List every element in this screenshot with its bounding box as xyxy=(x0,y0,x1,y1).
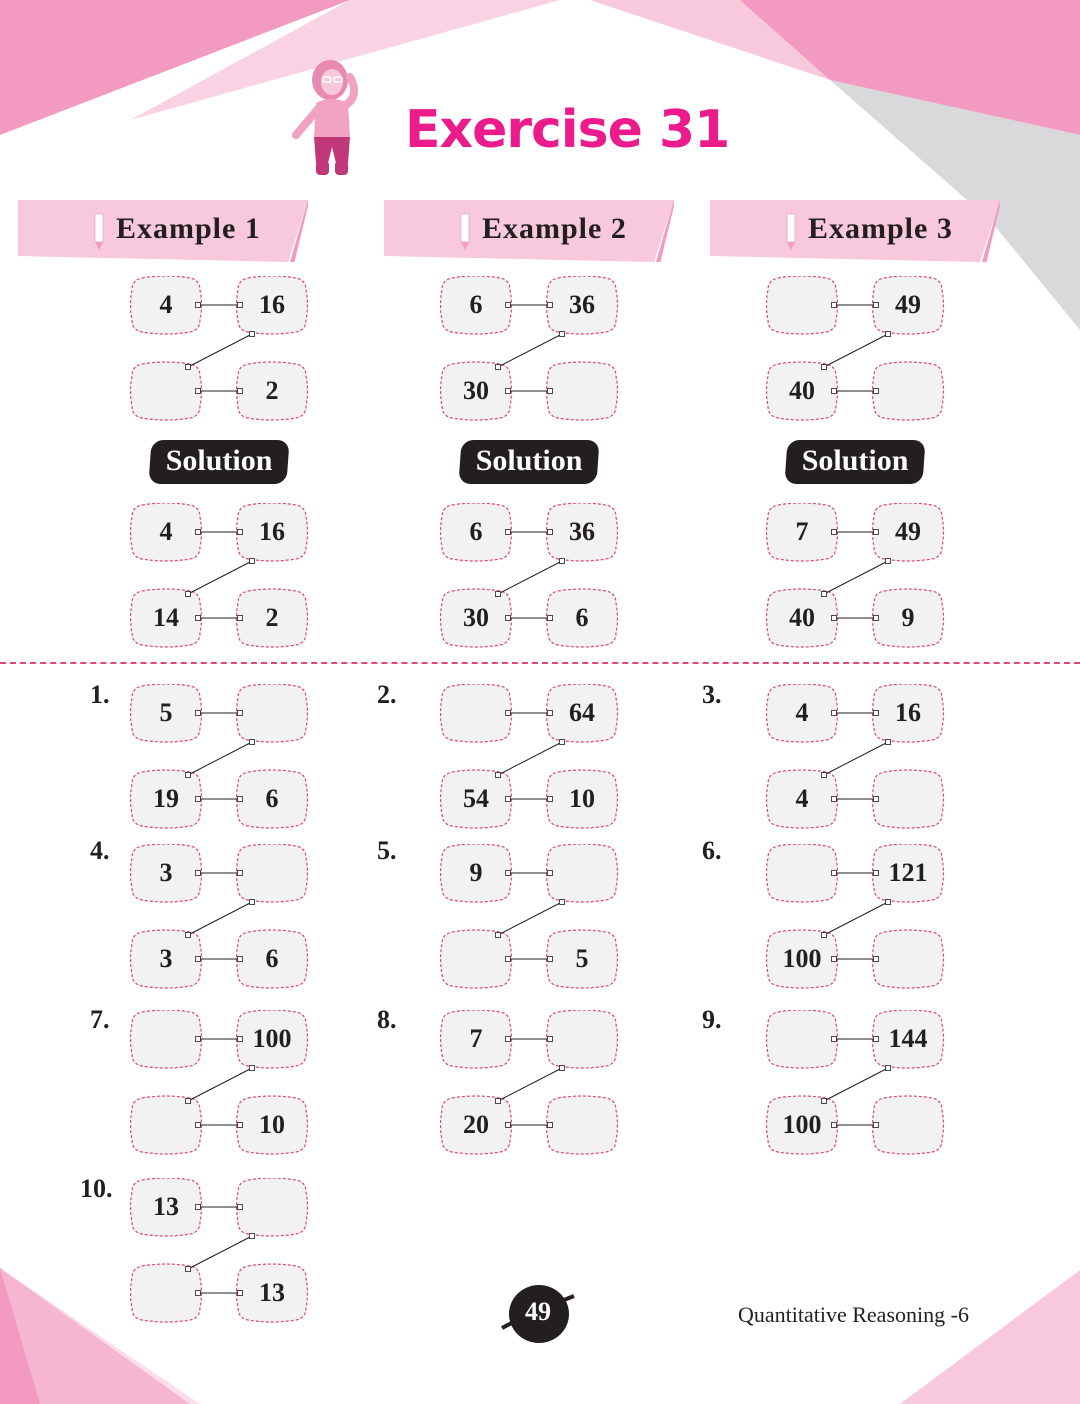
number-cell-tr xyxy=(236,844,308,902)
number-cell-tl: 4 xyxy=(159,290,173,319)
number-cell-br xyxy=(872,362,944,420)
question-number: 10. xyxy=(80,1174,113,1203)
number-cell-bl: 40 xyxy=(789,603,815,632)
exercise-4-puzzle xyxy=(130,844,310,994)
number-cell-br xyxy=(872,1096,944,1154)
number-cell-tl: 4 xyxy=(159,517,173,546)
number-cell-bl: 3 xyxy=(159,944,173,973)
number-cell-tr: 49 xyxy=(895,517,921,546)
number-cell-br: 2 xyxy=(265,376,279,405)
example-1-label: Example 1 xyxy=(116,212,261,245)
number-cell-bl: 100 xyxy=(782,1110,822,1139)
number-cell-br: 6 xyxy=(575,603,589,632)
number-cell-tr: 121 xyxy=(888,858,928,887)
number-cell-tr xyxy=(236,684,308,742)
footer-book-title: Quantitative Reasoning -6 xyxy=(738,1302,969,1327)
number-cell-tr xyxy=(236,1178,308,1236)
number-cell-bl: 30 xyxy=(463,376,489,405)
number-cell-bl: 100 xyxy=(782,944,822,973)
number-cell-tr xyxy=(546,844,618,902)
exercise-8-puzzle xyxy=(440,1010,620,1160)
number-cell-tl xyxy=(130,1010,202,1068)
number-cell-bl xyxy=(130,1096,202,1154)
number-cell-br: 13 xyxy=(259,1278,285,1307)
solution-badge-2: Solution xyxy=(458,440,599,484)
example-2-question xyxy=(440,276,620,426)
example-1-question xyxy=(130,276,310,426)
exercise-5-puzzle xyxy=(440,844,620,994)
question-number: 2. xyxy=(377,680,397,709)
example-3-banner xyxy=(710,200,1000,262)
example-3-question xyxy=(766,276,946,426)
example-2-banner xyxy=(384,200,674,262)
number-cell-br xyxy=(872,770,944,828)
page-number-badge xyxy=(498,1284,578,1344)
page-title: Exercise 31 xyxy=(405,100,730,160)
number-cell-tr: 64 xyxy=(569,698,595,727)
example-1-solution xyxy=(130,503,310,653)
exercise-1-puzzle xyxy=(130,684,310,834)
number-cell-bl: 14 xyxy=(153,603,179,632)
example-1-banner xyxy=(18,200,308,262)
number-cell-bl: 54 xyxy=(463,784,489,813)
question-number: 4. xyxy=(90,836,110,865)
pencil-icon xyxy=(456,210,474,252)
number-cell-tr: 144 xyxy=(888,1024,928,1053)
question-number: 3. xyxy=(702,680,722,709)
pencil-icon xyxy=(90,210,108,252)
number-cell-bl xyxy=(130,1264,202,1322)
number-cell-tl: 7 xyxy=(795,517,809,546)
number-cell-tl: 3 xyxy=(159,858,173,887)
number-cell-br: 6 xyxy=(265,784,279,813)
number-cell-tr: 100 xyxy=(252,1024,292,1053)
example-2-label: Example 2 xyxy=(482,212,627,245)
question-number: 8. xyxy=(377,1005,397,1034)
number-cell-tl: 7 xyxy=(469,1024,483,1053)
number-cell-tl xyxy=(766,844,838,902)
page-number: 49 xyxy=(525,1297,551,1326)
number-cell-br: 10 xyxy=(569,784,595,813)
section-divider xyxy=(0,662,1080,664)
solution-badge-1: Solution xyxy=(148,440,289,484)
example-2-solution xyxy=(440,503,620,653)
number-cell-bl: 19 xyxy=(153,784,179,813)
example-3-solution xyxy=(766,503,946,653)
number-cell-tr: 36 xyxy=(569,290,595,319)
number-cell-bl: 40 xyxy=(789,376,815,405)
number-cell-tl: 6 xyxy=(469,517,483,546)
example-3-label: Example 3 xyxy=(808,212,953,245)
exercise-2-puzzle xyxy=(440,684,620,834)
number-cell-bl: 4 xyxy=(795,784,809,813)
solution-badge-3: Solution xyxy=(784,440,925,484)
number-cell-tl: 5 xyxy=(159,698,173,727)
number-cell-br xyxy=(872,930,944,988)
number-cell-tr: 16 xyxy=(259,517,285,546)
number-cell-tr xyxy=(546,1010,618,1068)
number-cell-bl: 30 xyxy=(463,603,489,632)
number-cell-tr: 36 xyxy=(569,517,595,546)
number-cell-tr: 49 xyxy=(895,290,921,319)
exercise-7-puzzle xyxy=(130,1010,310,1160)
number-cell-br: 10 xyxy=(259,1110,285,1139)
number-cell-br: 9 xyxy=(901,603,915,632)
pencil-icon xyxy=(782,210,800,252)
number-cell-tl: 6 xyxy=(469,290,483,319)
number-cell-tl: 4 xyxy=(795,698,809,727)
number-cell-tr: 16 xyxy=(259,290,285,319)
exercise-10-puzzle xyxy=(130,1178,310,1328)
number-cell-tl xyxy=(440,684,512,742)
question-number: 9. xyxy=(702,1005,722,1034)
number-cell-br xyxy=(546,1096,618,1154)
exercise-6-puzzle xyxy=(766,844,946,994)
number-cell-br: 6 xyxy=(265,944,279,973)
number-cell-bl xyxy=(440,930,512,988)
exercise-3-puzzle xyxy=(766,684,946,834)
number-cell-br: 2 xyxy=(265,603,279,632)
number-cell-br: 5 xyxy=(575,944,589,973)
number-cell-tr: 16 xyxy=(895,698,921,727)
number-cell-tl: 13 xyxy=(153,1192,179,1221)
number-cell-tl xyxy=(766,1010,838,1068)
number-cell-bl xyxy=(130,362,202,420)
question-number: 1. xyxy=(90,680,110,709)
question-number: 7. xyxy=(90,1005,110,1034)
girl-mascot-illustration xyxy=(288,55,368,185)
number-cell-br xyxy=(546,362,618,420)
number-cell-bl: 20 xyxy=(463,1110,489,1139)
question-number: 5. xyxy=(377,836,397,865)
exercise-9-puzzle xyxy=(766,1010,946,1160)
question-number: 6. xyxy=(702,836,722,865)
number-cell-tl: 9 xyxy=(469,858,483,887)
number-cell-tl xyxy=(766,276,838,334)
